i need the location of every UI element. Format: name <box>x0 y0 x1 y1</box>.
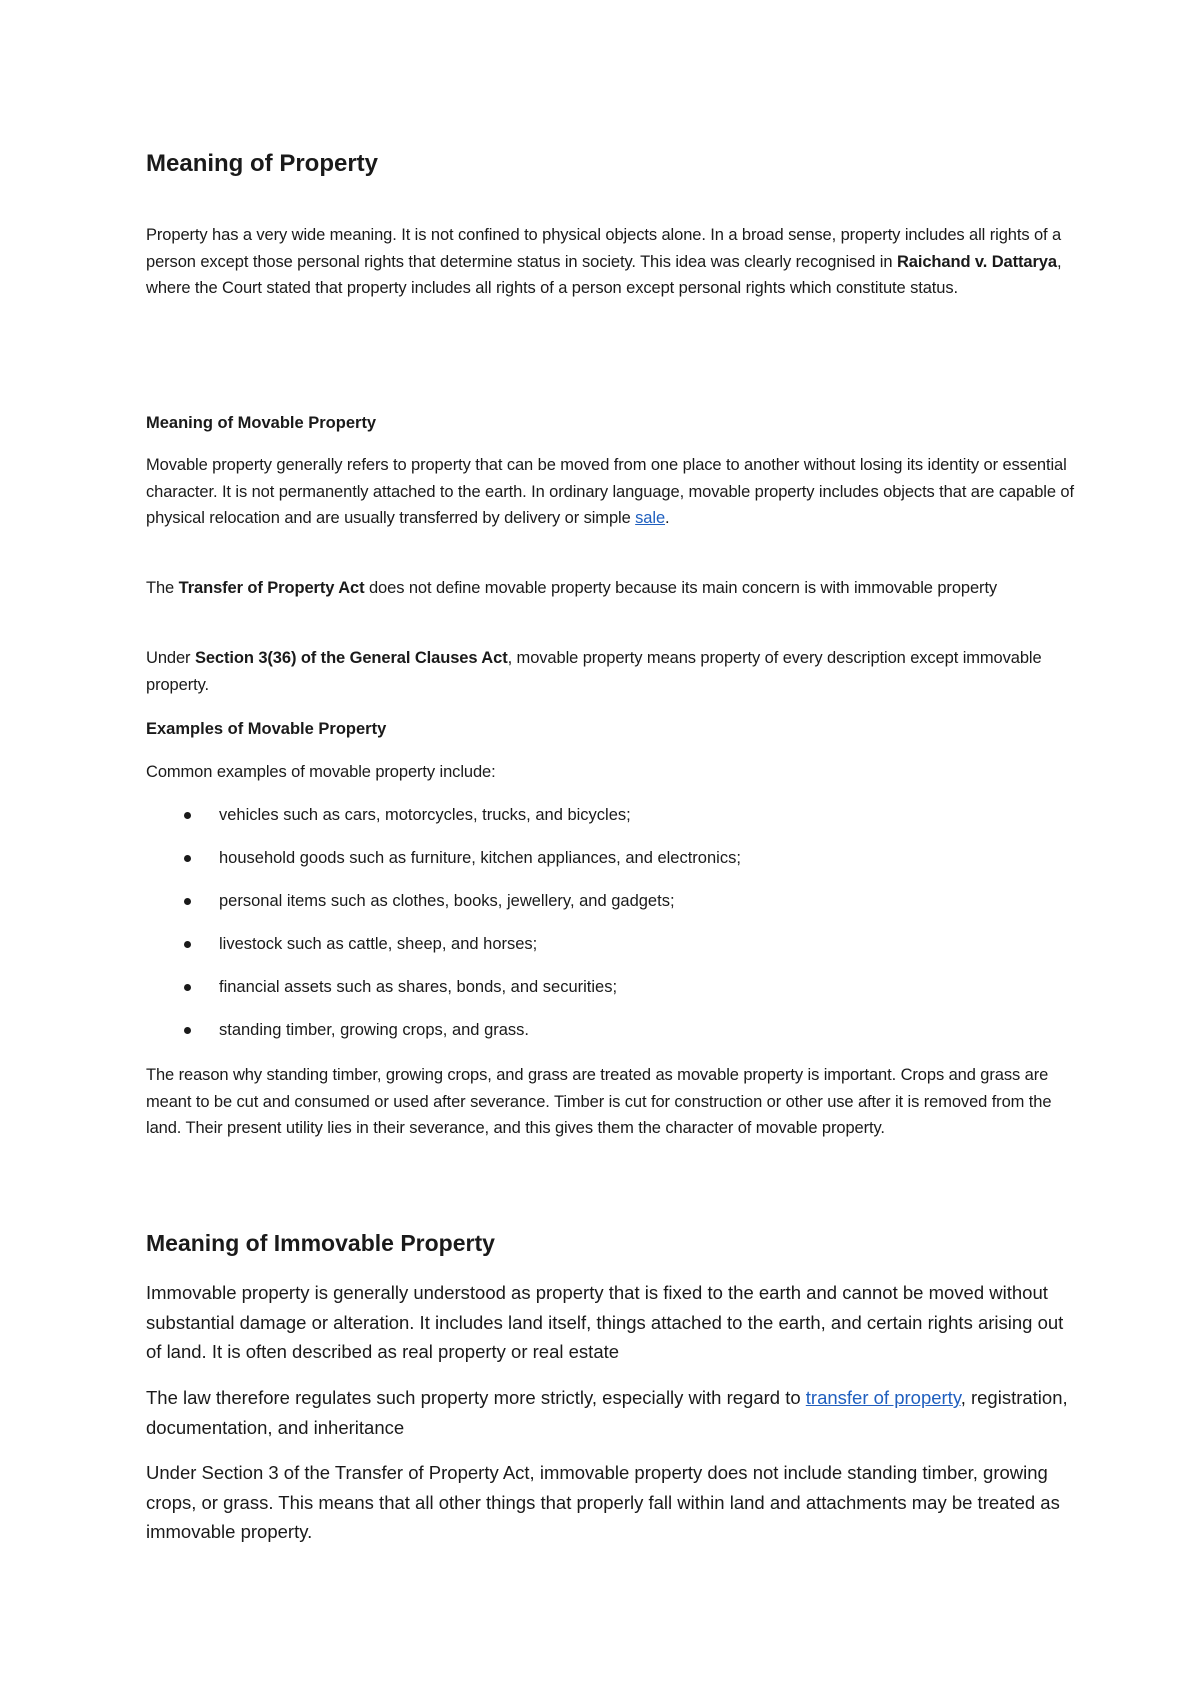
immovable-heading-block <box>146 1227 1076 1259</box>
intro-paragraph <box>146 222 1076 302</box>
movable-paragraph-3 <box>146 645 1076 698</box>
list-item-text: livestock such as cattle, sheep, and horses; <box>219 935 538 953</box>
case-name: Raichand v. Dattarya <box>896 252 1057 271</box>
regulation-pre: The law therefore regulates such property more strictly, especially with regard to <box>146 1387 806 1408</box>
list-item <box>146 923 1076 966</box>
bullet-icon <box>184 1027 191 1034</box>
gca-pre: Under <box>146 649 195 667</box>
list-item <box>146 794 1076 837</box>
transfer-of-property-link[interactable]: transfer of property <box>805 1387 961 1408</box>
movable-paragraph-1 <box>146 452 1076 532</box>
reason-paragraph <box>146 1062 1076 1142</box>
tpa-note-pre: The <box>146 579 179 597</box>
list-item-text: standing timber, growing crops, and grass. <box>219 1021 529 1039</box>
reason-text: The reason why standing timber, growing crops, and grass are treated as movable property is important. Crops and grass are meant to be cut and consumed or used after severance. Timber is cut for construction or other use after it is removed from the land. Their present utility lies in their severance, and this gives them the character of movable property. <box>146 1066 1052 1137</box>
immovable-paragraph-3 <box>146 1458 1076 1547</box>
sale-link[interactable]: sale <box>635 509 666 527</box>
intro-text <box>146 222 1076 302</box>
examples-heading-block <box>146 716 1076 742</box>
list-item <box>146 880 1076 923</box>
gca-section: Section 3(36) of the General Clauses Act <box>194 649 508 667</box>
gca-post: , movable property means property of every description except immovable property. <box>146 649 1042 694</box>
immovable-paragraph-2 <box>146 1383 1076 1442</box>
movable-paragraph-2 <box>146 575 1076 602</box>
examples-list <box>146 794 1076 1052</box>
tpa-note-post: does not define movable property because its main concern is with immovable property <box>364 579 998 597</box>
bullet-icon <box>184 898 191 905</box>
immovable-heading: Meaning of Immovable Property <box>146 1230 495 1256</box>
examples-heading: Examples of Movable Property <box>146 720 387 738</box>
regulation-post: , registration, documentation, and inheritance <box>146 1387 1068 1438</box>
bullet-icon <box>184 984 191 991</box>
immovable-paragraph-1 <box>146 1278 1076 1367</box>
list-item <box>146 837 1076 880</box>
tpa-name: Transfer of Property Act <box>178 579 365 597</box>
list-item-text: vehicles such as cars, motorcycles, trucks, and bicycles; <box>219 806 631 824</box>
intro-text-part1: Property has a very wide meaning. It is not confined to physical objects alone. In a broad sense, property includes all rights of a person except those personal rights that determine status in society. This idea was clearly recognised in <box>146 226 1062 271</box>
movable-heading: Meaning of Movable Property <box>146 414 377 432</box>
movable-definition <box>146 452 1076 532</box>
immovable-regulation <box>146 1383 1076 1442</box>
examples-list-block <box>146 794 1076 1052</box>
bullet-icon <box>184 855 191 862</box>
examples-intro-block <box>146 759 1076 786</box>
bullet-icon <box>184 812 191 819</box>
bullet-icon <box>184 941 191 948</box>
immovable-exclusion: Under Section 3 of the Transfer of Property Act, immovable property does not include standing timber, growing crops, or grass. This means that all other things that properly fall within land and attachments may be treated as immovable property. <box>146 1462 1060 1542</box>
tpa-note <box>146 575 1076 602</box>
list-item-text: household goods such as furniture, kitchen appliances, and electronics; <box>219 849 741 867</box>
movable-definition-end: . <box>665 509 670 527</box>
list-item <box>146 966 1076 1009</box>
gca-definition <box>146 645 1076 698</box>
immovable-definition: Immovable property is generally understood as property that is fixed to the earth and cannot be moved without substantial damage or alteration. It includes land itself, things attached to the earth, and certain rights arising out of land. It is often described as real property or real estate <box>146 1282 1064 1362</box>
movable-section <box>146 410 1076 436</box>
list-item <box>146 1009 1076 1052</box>
movable-definition-text: Movable property generally refers to property that can be moved from one place to another without losing its identity or essential character. It is not permanently attached to the earth. In ordinary language, movable property includes objects that are capable of physical relocation and are usually transferred by delivery or simple <box>146 456 1074 527</box>
examples-intro: Common examples of movable property include: <box>146 763 496 781</box>
page-title: Meaning of Property <box>146 150 379 177</box>
list-item-text: personal items such as clothes, books, jewellery, and gadgets; <box>219 892 675 910</box>
intro-text-part2: , where the Court stated that property includes all rights of a person except personal rights which constitute status. <box>146 252 1062 297</box>
list-item-text: financial assets such as shares, bonds, and securities; <box>219 978 618 996</box>
